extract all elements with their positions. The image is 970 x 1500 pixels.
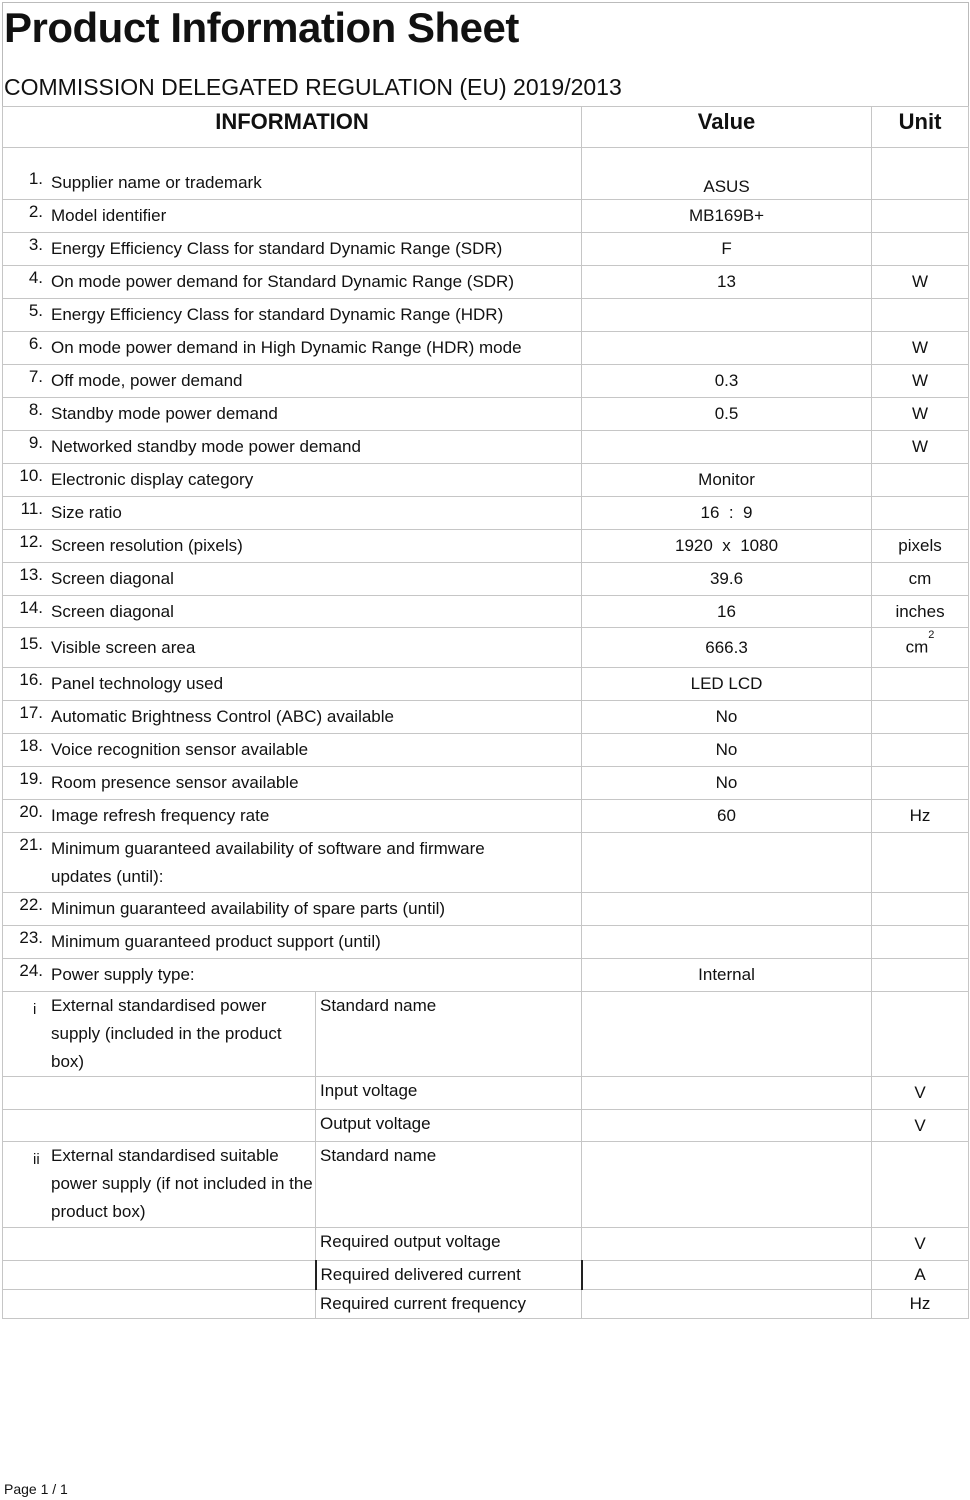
row-number: 17.: [19, 703, 43, 722]
field-label-cell: [316, 1261, 582, 1290]
value-cell: [582, 701, 872, 734]
value-cell: [582, 596, 872, 628]
row-number: 21.: [19, 834, 43, 854]
table-header-row: [3, 107, 969, 148]
table-row: [3, 734, 969, 767]
row-label: Networked standby mode power demand: [51, 437, 361, 456]
row-number: 11.: [20, 499, 43, 518]
row-number: 19.: [19, 769, 43, 788]
power-supply-type-cell: [3, 1228, 316, 1261]
page-number: Page 1 / 1: [4, 1481, 68, 1497]
value-cell: [582, 530, 872, 563]
information-cell: [3, 893, 582, 926]
information-cell: [3, 701, 582, 734]
power-supply-row: [3, 1290, 969, 1319]
row-label: Minimum guaranteed product support (until): [51, 932, 381, 951]
row-label: Screen diagonal: [51, 569, 174, 588]
power-supply-row: [3, 1110, 969, 1142]
field-unit-cell: [872, 1142, 969, 1228]
field-label-cell: [316, 992, 582, 1077]
field-label-cell: [316, 1228, 582, 1261]
unit-cell: [872, 398, 969, 431]
row-value: 16 : 9: [700, 503, 753, 522]
field-label: Standard name: [320, 996, 437, 1015]
field-unit: V: [914, 1115, 926, 1135]
row-value: ASUS: [703, 177, 750, 196]
row-number: 23.: [19, 928, 43, 947]
value-cell: [582, 767, 872, 800]
row-number: 13.: [19, 565, 43, 584]
row-label: Supplier name or trademark: [51, 173, 262, 192]
table-row: [3, 233, 969, 266]
information-cell: [3, 431, 582, 464]
field-label-cell: [316, 1142, 582, 1228]
table-row: [3, 148, 969, 200]
information-cell: [3, 365, 582, 398]
row-unit: W: [911, 371, 929, 390]
row-label: Standby mode power demand: [51, 404, 278, 423]
field-value-cell: [582, 1228, 872, 1261]
row-label: Minimun guaranteed availability of spare parts (until): [51, 899, 446, 918]
value-cell: [582, 398, 872, 431]
row-value: 1920 x 1080: [675, 536, 779, 555]
row-label: On mode power demand for Standard Dynamic Range (SDR): [51, 272, 514, 291]
field-value-cell: [582, 1077, 872, 1110]
unit-cell: [872, 464, 969, 497]
field-label-cell: [316, 1077, 582, 1110]
row-number: 6.: [28, 334, 43, 353]
field-value-cell: [582, 1290, 872, 1319]
value-cell: [582, 563, 872, 596]
row-number: 16.: [19, 670, 43, 689]
row-number: 14.: [19, 597, 43, 617]
value-cell: [582, 464, 872, 497]
value-cell: [582, 628, 872, 668]
field-label-cell: [316, 1110, 582, 1142]
row-label: Electronic display category: [51, 470, 254, 489]
field-value-cell: [582, 1142, 872, 1228]
power-supply-type-cell: [3, 1142, 316, 1228]
row-value: Internal: [698, 965, 755, 984]
row-value: 0.5: [714, 404, 739, 423]
row-label: Automatic Brightness Control (ABC) available: [51, 707, 394, 726]
row-number: 9.: [28, 433, 43, 452]
row-label: On mode power demand in High Dynamic Range (HDR) mode: [51, 338, 522, 357]
row-unit: W: [911, 338, 929, 357]
row-value: No: [715, 707, 738, 726]
table-row: [3, 767, 969, 800]
value-cell: [582, 332, 872, 365]
value-cell: [582, 148, 872, 200]
unit-superscript: 2: [928, 629, 935, 642]
unit-cell: [872, 833, 969, 893]
row-number: 3.: [28, 235, 43, 254]
field-unit: Hz: [909, 1294, 931, 1313]
row-unit: inches: [895, 601, 945, 621]
table-row: [3, 464, 969, 497]
header-information: INFORMATION: [3, 107, 582, 148]
row-label: Size ratio: [51, 503, 122, 522]
table-row: [3, 497, 969, 530]
product-info-table: [2, 106, 969, 1319]
unit-cell: [872, 767, 969, 800]
row-unit: W: [911, 272, 929, 291]
unit-cell: [872, 148, 969, 200]
unit-cell: [872, 530, 969, 563]
value-cell: [582, 893, 872, 926]
information-cell: [3, 200, 582, 233]
table-row: [3, 332, 969, 365]
power-supply-type-cell: [3, 992, 316, 1077]
row-value: 666.3: [705, 637, 748, 657]
field-label: Output voltage: [320, 1114, 431, 1133]
value-cell: [582, 668, 872, 701]
row-unit: Hz: [909, 806, 931, 825]
table-row: [3, 431, 969, 464]
table-row: [3, 959, 969, 992]
table-row: [3, 299, 969, 332]
row-number: 5.: [28, 301, 43, 320]
field-unit-cell: [872, 1110, 969, 1142]
table-row: [3, 628, 969, 668]
table-row: [3, 800, 969, 833]
table-row: [3, 596, 969, 628]
unit-cell: [872, 926, 969, 959]
unit-cell: [872, 431, 969, 464]
information-cell: [3, 299, 582, 332]
unit-cell: [872, 233, 969, 266]
power-supply-row: [3, 1142, 969, 1228]
field-unit-cell: [872, 1261, 969, 1290]
power-supply-label: External standardised suitable power supply (if not included in the product box): [51, 1146, 313, 1221]
field-unit-cell: [872, 992, 969, 1077]
table-row: [3, 668, 969, 701]
value-cell: [582, 959, 872, 992]
field-value-cell: [582, 992, 872, 1077]
information-cell: [3, 596, 582, 628]
row-unit: pixels: [898, 536, 942, 555]
information-cell: [3, 563, 582, 596]
information-cell: [3, 464, 582, 497]
row-number: 24.: [19, 961, 43, 980]
unit-cell: [872, 800, 969, 833]
row-value: LED LCD: [690, 674, 763, 693]
information-cell: [3, 530, 582, 563]
table-row: [3, 200, 969, 233]
unit-cell: [872, 596, 969, 628]
unit-cell: [872, 299, 969, 332]
row-value: Monitor: [698, 470, 755, 489]
unit-cell: [872, 497, 969, 530]
information-cell: [3, 497, 582, 530]
value-cell: [582, 233, 872, 266]
unit-cell: [872, 563, 969, 596]
information-cell: [3, 926, 582, 959]
information-cell: [3, 233, 582, 266]
row-label: Power supply type:: [51, 965, 195, 984]
row-number: 18.: [19, 736, 43, 755]
row-label: Voice recognition sensor available: [51, 740, 309, 759]
field-label: Standard name: [320, 1146, 437, 1165]
field-unit: V: [914, 1234, 926, 1253]
power-supply-row: [3, 1261, 969, 1290]
row-value: 16: [717, 601, 736, 621]
power-supply-type-cell: [3, 1110, 316, 1142]
power-supply-row: [3, 1077, 969, 1110]
value-cell: [582, 497, 872, 530]
value-cell: [582, 266, 872, 299]
value-cell: [582, 365, 872, 398]
information-cell: [3, 767, 582, 800]
row-value: No: [715, 773, 738, 792]
field-unit: A: [914, 1265, 926, 1284]
row-label: Energy Efficiency Class for standard Dynamic Range (SDR): [51, 239, 503, 258]
information-cell: [3, 800, 582, 833]
information-cell: [3, 628, 582, 668]
row-number: 20.: [19, 802, 43, 821]
header-unit: Unit: [872, 107, 969, 148]
row-label: Panel technology used: [51, 674, 224, 693]
value-cell: [582, 431, 872, 464]
information-cell: [3, 332, 582, 365]
row-number: 12.: [19, 532, 43, 551]
roman-numeral: i: [33, 1001, 37, 1018]
power-supply-row: [3, 1228, 969, 1261]
field-label: Required output voltage: [320, 1232, 501, 1251]
unit-cell: [872, 668, 969, 701]
information-cell: [3, 959, 582, 992]
field-label: Required current frequency: [320, 1294, 527, 1313]
row-label: Screen diagonal: [51, 601, 174, 621]
table-row: [3, 701, 969, 734]
field-label: Required delivered current: [320, 1265, 521, 1284]
row-value: F: [721, 239, 732, 258]
row-label: Off mode, power demand: [51, 371, 243, 390]
unit-cell: [872, 628, 969, 668]
field-value-cell: [582, 1110, 872, 1142]
power-supply-type-cell: [3, 1261, 316, 1290]
row-label: Visible screen area: [51, 637, 196, 657]
row-value: 39.6: [709, 569, 744, 588]
table-row: [3, 926, 969, 959]
value-cell: [582, 800, 872, 833]
row-value: 0.3: [714, 371, 739, 390]
row-value: MB169B+: [688, 206, 765, 225]
row-value: 60: [717, 806, 736, 825]
information-cell: [3, 266, 582, 299]
row-number: 10.: [19, 466, 43, 485]
table-row: [3, 833, 969, 893]
table-row: [3, 266, 969, 299]
unit-cell: [872, 959, 969, 992]
power-supply-row: [3, 992, 969, 1077]
information-cell: [3, 668, 582, 701]
row-value: 13: [717, 272, 736, 291]
value-cell: [582, 926, 872, 959]
row-label: Model identifier: [51, 206, 167, 225]
unit-cell: [872, 893, 969, 926]
row-unit: cm: [905, 637, 929, 657]
unit-cell: [872, 200, 969, 233]
table-row: [3, 563, 969, 596]
power-supply-type-cell: [3, 1077, 316, 1110]
unit-cell: [872, 701, 969, 734]
field-unit-cell: [872, 1228, 969, 1261]
value-cell: [582, 734, 872, 767]
row-number: 2.: [28, 202, 43, 221]
regulation-subtitle: COMMISSION DELEGATED REGULATION (EU) 2019/2013: [4, 74, 622, 100]
information-cell: [3, 148, 582, 200]
row-unit: cm: [908, 569, 932, 588]
header-value: Value: [582, 107, 872, 148]
field-unit: V: [914, 1083, 926, 1102]
field-unit-cell: [872, 1290, 969, 1319]
page-title: Product Information Sheet: [4, 4, 519, 51]
table-row: [3, 530, 969, 563]
field-value-cell: [582, 1261, 872, 1290]
information-cell: [3, 734, 582, 767]
row-number: 22.: [19, 895, 43, 914]
field-unit-cell: [872, 1077, 969, 1110]
value-cell: [582, 833, 872, 893]
information-cell: [3, 398, 582, 431]
field-label-cell: [316, 1290, 582, 1319]
unit-cell: [872, 734, 969, 767]
information-cell: [3, 833, 582, 893]
row-label: Minimum guaranteed availability of software and firmware updates (until):: [51, 838, 485, 886]
row-number: 7.: [28, 367, 43, 386]
row-label: Energy Efficiency Class for standard Dynamic Range (HDR): [51, 305, 504, 324]
power-supply-type-cell: [3, 1290, 316, 1319]
value-cell: [582, 200, 872, 233]
table-row: [3, 365, 969, 398]
table-row: [3, 893, 969, 926]
row-number: 4.: [28, 268, 43, 287]
row-label: Image refresh frequency rate: [51, 806, 270, 825]
row-unit: W: [911, 437, 929, 456]
value-cell: [582, 299, 872, 332]
unit-cell: [872, 332, 969, 365]
row-number: 1.: [28, 169, 43, 188]
unit-cell: [872, 266, 969, 299]
table-row: [3, 398, 969, 431]
unit-cell: [872, 365, 969, 398]
row-label: Room presence sensor available: [51, 773, 299, 792]
row-unit: W: [911, 404, 929, 423]
row-number: 8.: [28, 400, 43, 419]
row-value: No: [715, 740, 738, 759]
field-label: Input voltage: [320, 1081, 418, 1100]
roman-numeral: ii: [33, 1151, 40, 1168]
power-supply-label: External standardised power supply (included in the product box): [51, 996, 282, 1071]
row-number: 15.: [19, 633, 43, 653]
row-label: Screen resolution (pixels): [51, 536, 243, 555]
